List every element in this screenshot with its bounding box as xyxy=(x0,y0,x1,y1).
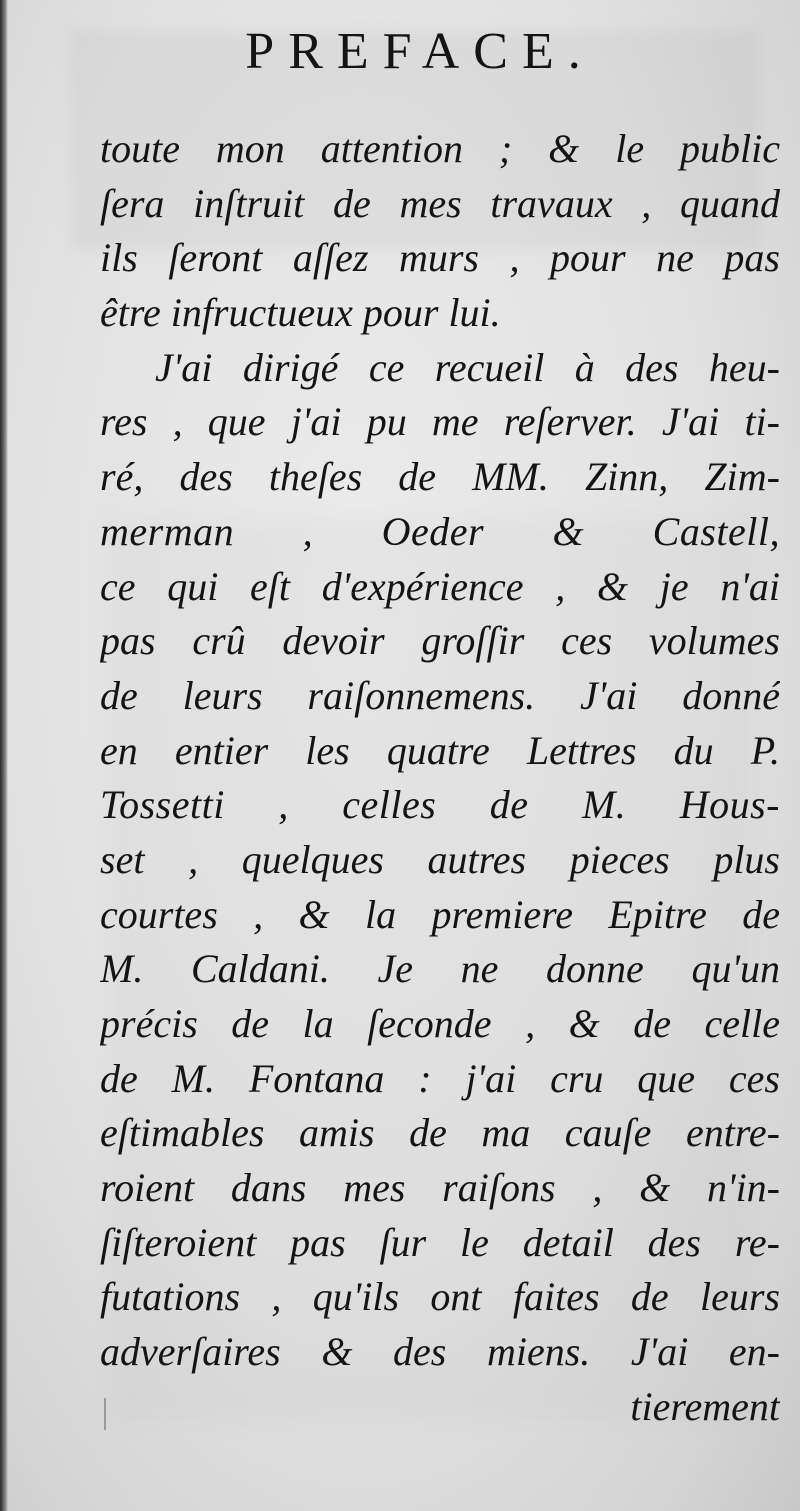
text-line: eſtimables amis de ma cauſe entre- xyxy=(100,1110,780,1156)
text-line: en entier les quatre Lettres du P. xyxy=(100,727,780,773)
text-line: merman , Oeder & Castell, xyxy=(100,508,780,554)
running-title: PREFACE. xyxy=(245,23,595,80)
text-line: adverſaires & des miens. J'ai en- xyxy=(100,1329,780,1375)
text-line: être infructueux pour lui. xyxy=(100,290,501,336)
binding-edge xyxy=(0,0,8,1511)
text-line: toute mon attention ; & le public xyxy=(100,126,780,171)
text-line: J'ai dirigé ce recueil à des heu- xyxy=(155,344,780,390)
text-line: de leurs raiſonnemens. J'ai donné xyxy=(100,672,780,718)
text-line: pas crû devoir groſſir ces volumes xyxy=(100,618,780,664)
text-line: précis de la ſeconde , & de celle xyxy=(100,1001,780,1046)
text-line: courtes , & la premiere Epitre de xyxy=(100,891,780,937)
text-line: Tossetti , celles de M. Hous- xyxy=(100,782,780,828)
text-line: ré, des theſes de MM. Zinn, Zim- xyxy=(100,454,780,500)
text-line: M. Caldani. Je ne donne qu'un xyxy=(100,946,780,992)
text-line: roient dans mes raiſons , & n'in- xyxy=(100,1165,780,1211)
text-line: ils ſeront aſſez murs , pour ne pas xyxy=(100,235,780,281)
text-line: de M. Fontana : j'ai cru que ces xyxy=(100,1055,780,1101)
catchword: tierement xyxy=(630,1383,780,1429)
body-text xyxy=(100,122,780,1435)
paper-mark xyxy=(104,1398,106,1430)
text-line: ſiſteroient pas ſur le detail des re- xyxy=(100,1219,780,1265)
text-line: ce qui eſt d'expérience , & je n'ai xyxy=(100,563,780,609)
text-line: ſera inſtruit de mes travaux , quand xyxy=(100,180,780,226)
text-line: res , que j'ai pu me reſerver. J'ai ti- xyxy=(100,399,780,445)
text-line: set , quelques autres pieces plus xyxy=(100,836,780,882)
text-line: futations , qu'ils ont faites de leurs xyxy=(100,1274,780,1320)
